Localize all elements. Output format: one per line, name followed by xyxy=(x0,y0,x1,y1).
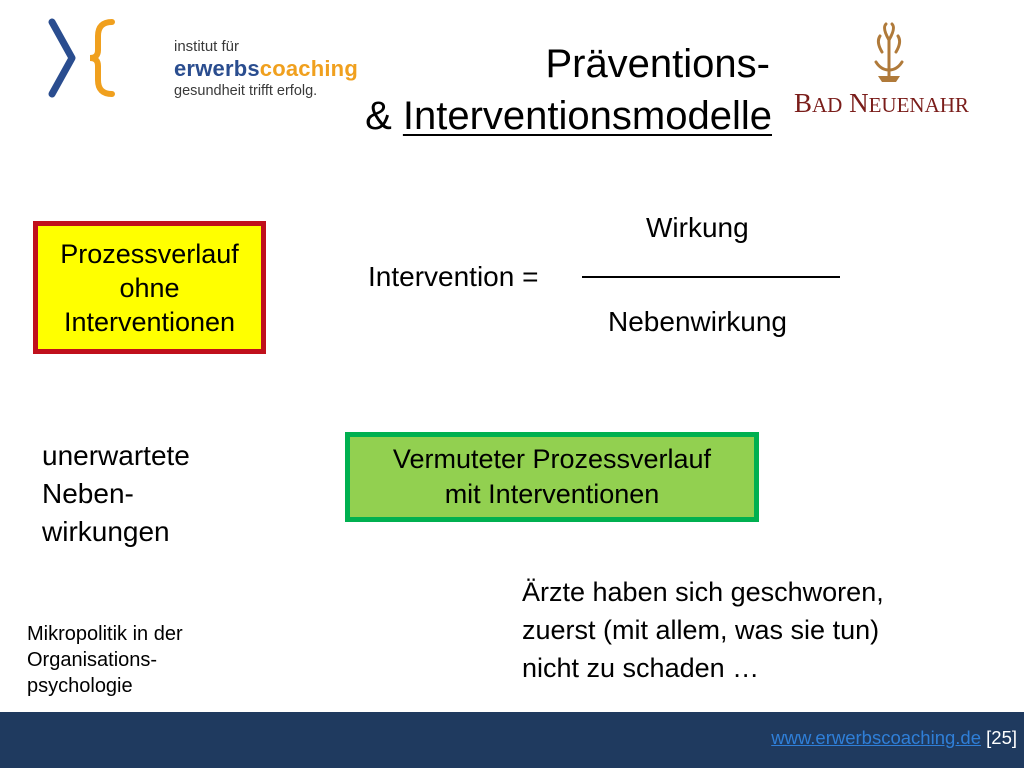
logo-line-erwerbscoaching xyxy=(174,56,358,82)
formula-label: Intervention = xyxy=(368,261,539,292)
footer-text xyxy=(771,727,1017,749)
aerzte-quote xyxy=(522,573,884,687)
wordmark-b: B xyxy=(794,88,813,118)
vermuteter-prozessverlauf-box xyxy=(345,432,759,522)
prozessverlauf-box xyxy=(33,221,266,354)
box-green-line: Vermuteter Prozessverlauf xyxy=(392,444,712,474)
box-left-line: ohne xyxy=(119,272,180,303)
box-green-line: mit Interventionen xyxy=(444,479,660,509)
quote-line: zuerst (mit allem, was sie tun) xyxy=(522,615,880,645)
bad-neuenahr-logo xyxy=(790,22,1000,122)
mikro-line: Organisations- xyxy=(27,649,158,671)
side-effects-line: Neben- xyxy=(42,478,134,509)
logo-tagline: gesundheit trifft erfolg. xyxy=(174,83,318,99)
mikro-line: psychologie xyxy=(27,675,133,697)
wordmark-n: N xyxy=(849,88,869,118)
formula-denominator: Nebenwirkung xyxy=(608,306,787,337)
footer-bar xyxy=(0,712,1024,768)
formula-numerator: Wirkung xyxy=(646,212,749,243)
side-effects-line: wirkungen xyxy=(42,516,170,547)
title-underlined: Interventionsmodelle xyxy=(402,94,772,138)
logo-coaching: coaching xyxy=(259,56,358,81)
quote-line: nicht zu schaden … xyxy=(522,653,760,683)
logo-erwerbs: erwerbs xyxy=(174,56,260,81)
wordmark-euenahr: EUENAHR xyxy=(868,93,969,117)
mikro-line: Mikropolitik in der xyxy=(27,623,183,645)
fraction-line xyxy=(582,276,840,278)
erwerbscoaching-logo xyxy=(44,16,358,100)
slide-title-line2 xyxy=(365,94,772,139)
box-left-line: Interventionen xyxy=(63,306,236,337)
quote-line: Ärzte haben sich geschworen, xyxy=(522,577,884,607)
side-effects-line: unerwartete xyxy=(42,440,190,471)
logo-line-institut: institut für xyxy=(174,38,240,55)
braces-logo-icon xyxy=(44,16,164,100)
fountain-icon xyxy=(790,22,1000,88)
side-effects-text xyxy=(42,437,190,551)
bad-neuenahr-wordmark xyxy=(794,88,969,119)
box-left-line: Prozessverlauf xyxy=(60,238,239,269)
wordmark-ad: AD xyxy=(812,93,843,117)
page-number: [25] xyxy=(981,727,1017,748)
title-ampersand: & xyxy=(365,94,403,138)
slide-title-line1: Präventions- xyxy=(545,42,770,86)
website-link[interactable]: www.erwerbscoaching.de xyxy=(771,727,981,748)
mikropolitik-note xyxy=(27,621,183,699)
